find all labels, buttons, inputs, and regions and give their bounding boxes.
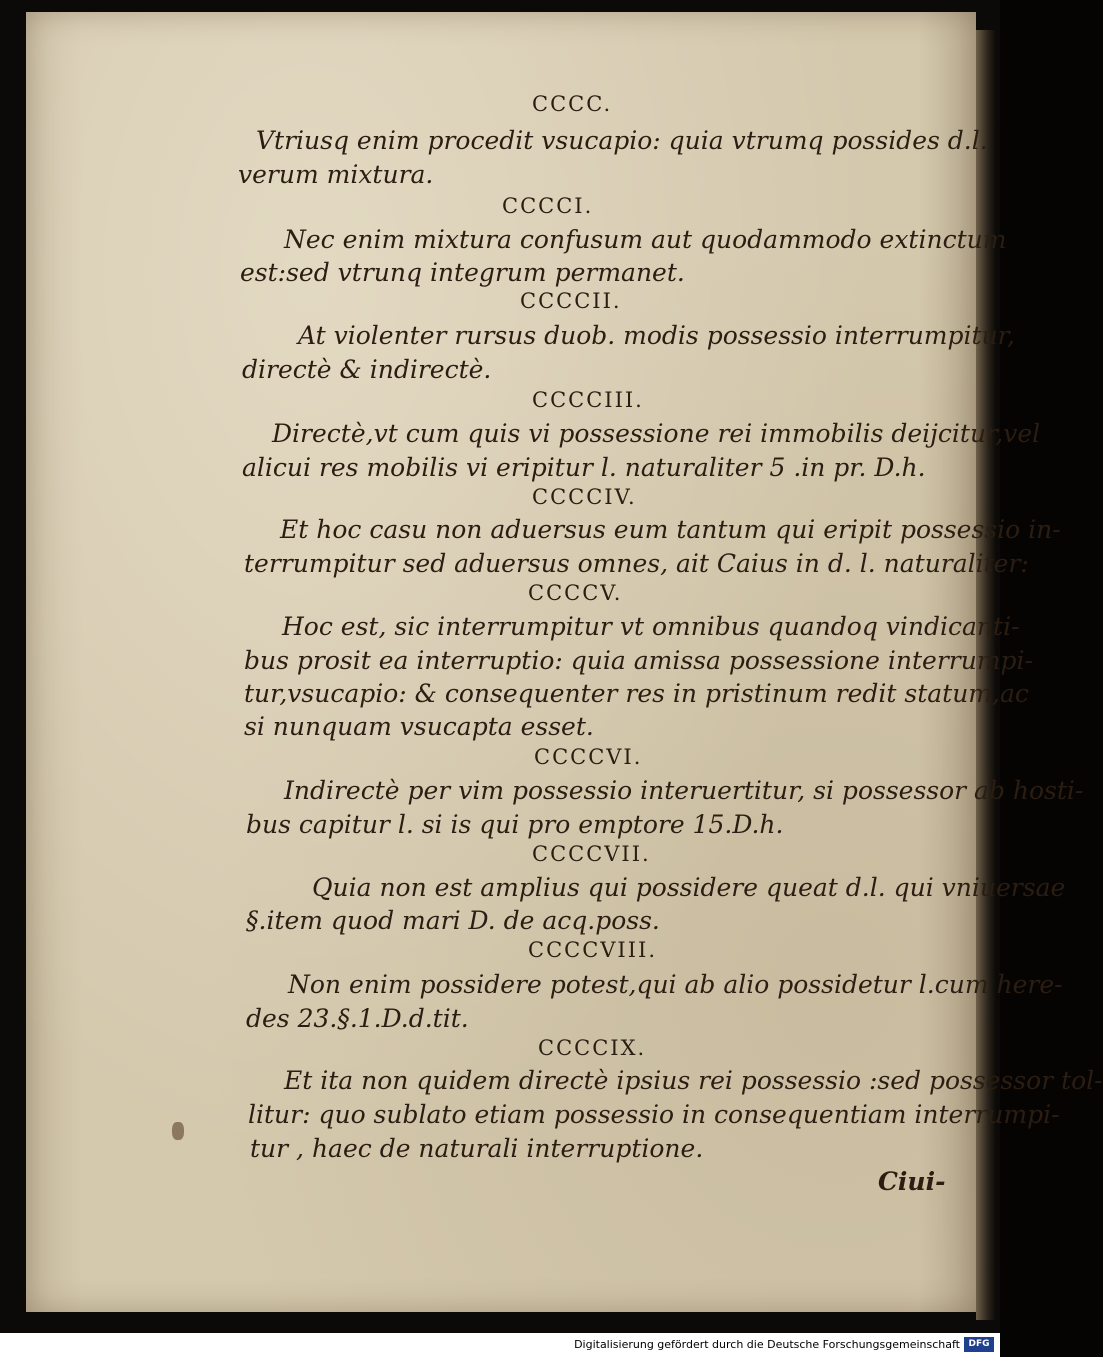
text-line: directè & indirectè. — [242, 355, 492, 384]
section-number: CCCCV. — [528, 581, 623, 605]
text-line: alicui res mobilis vi eripitur l. naturaliter 5 .in pr. D.h. — [242, 453, 926, 482]
text-line: tur , haec de naturali interruptione. — [250, 1134, 704, 1163]
section-number: CCCCIV. — [532, 485, 637, 509]
text-line: At violenter rursus duob. modis possessio interrumpitur, — [298, 321, 1015, 350]
text-line: Et ita non quidem directè ipsius rei possessio :sed possessor tol- — [284, 1066, 1103, 1095]
text-line: terrumpitur sed aduersus omnes, ait Caius in d. l. naturaliter: — [244, 549, 1029, 578]
text-line: litur: quo sublato etiam possessio in consequentiam interrumpi- — [248, 1100, 1060, 1129]
text-line: est:sed vtrunq integrum permanet. — [240, 258, 685, 287]
text-line: Indirectè per vim possessio interuertitur, si possessor ab hosti- — [284, 776, 1084, 805]
text-line: Hoc est, sic interrumpitur vt omnibus quandoq vindicanti- — [282, 612, 1020, 641]
ink-stain — [172, 1122, 184, 1140]
section-number: CCCCIX. — [538, 1036, 647, 1060]
section-number: CCCCVIII. — [528, 938, 657, 962]
text-line: Non enim possidere potest,qui ab alio possidetur l.cum here- — [288, 970, 1063, 999]
section-number: CCCCI. — [502, 194, 594, 218]
section-number: CCCC. — [532, 92, 613, 116]
text-line: des 23.§.1.D.d.tit. — [246, 1004, 469, 1033]
text-line: bus prosit ea interruptio: quia amissa possessione interrumpi- — [244, 646, 1033, 675]
section-number: CCCCVII. — [532, 842, 651, 866]
text-line: Directè,vt cum quis vi possessione rei immobilis deijcitur,vel — [272, 419, 1041, 448]
funding-credit: Digitalisierung gefördert durch die Deutsche Forschungsgemeinschaft — [574, 1338, 960, 1351]
text-line: verum mixtura. — [238, 160, 434, 189]
dfg-logo-icon: DFG — [964, 1337, 994, 1352]
text-line: tur,vsucapio: & consequenter res in pristinum redit statum,ac — [244, 679, 1029, 708]
text-line: Quia non est amplius qui possidere queat d.l. qui vniuersae — [312, 873, 1066, 902]
section-number: CCCCII. — [520, 289, 622, 313]
text-line: bus capitur l. si is qui pro emptore 15.D.h. — [246, 810, 784, 839]
catchword: Ciui- — [878, 1167, 946, 1196]
text-line: §.item quod mari D. de acq.poss. — [246, 906, 660, 935]
section-number: CCCCIII. — [532, 388, 644, 412]
text-line: Nec enim mixtura confusum aut quodammodo extinctum — [284, 225, 1007, 254]
text-line: Et hoc casu non aduersus eum tantum qui eripit possessio in- — [280, 515, 1061, 544]
text-line: Vtriusq enim procedit vsucapio: quia vtrumq possides d.l. — [256, 126, 988, 155]
footer-bar — [0, 1333, 1000, 1357]
section-number: CCCCVI. — [534, 745, 643, 769]
text-line: si nunquam vsucapta esset. — [244, 712, 594, 741]
